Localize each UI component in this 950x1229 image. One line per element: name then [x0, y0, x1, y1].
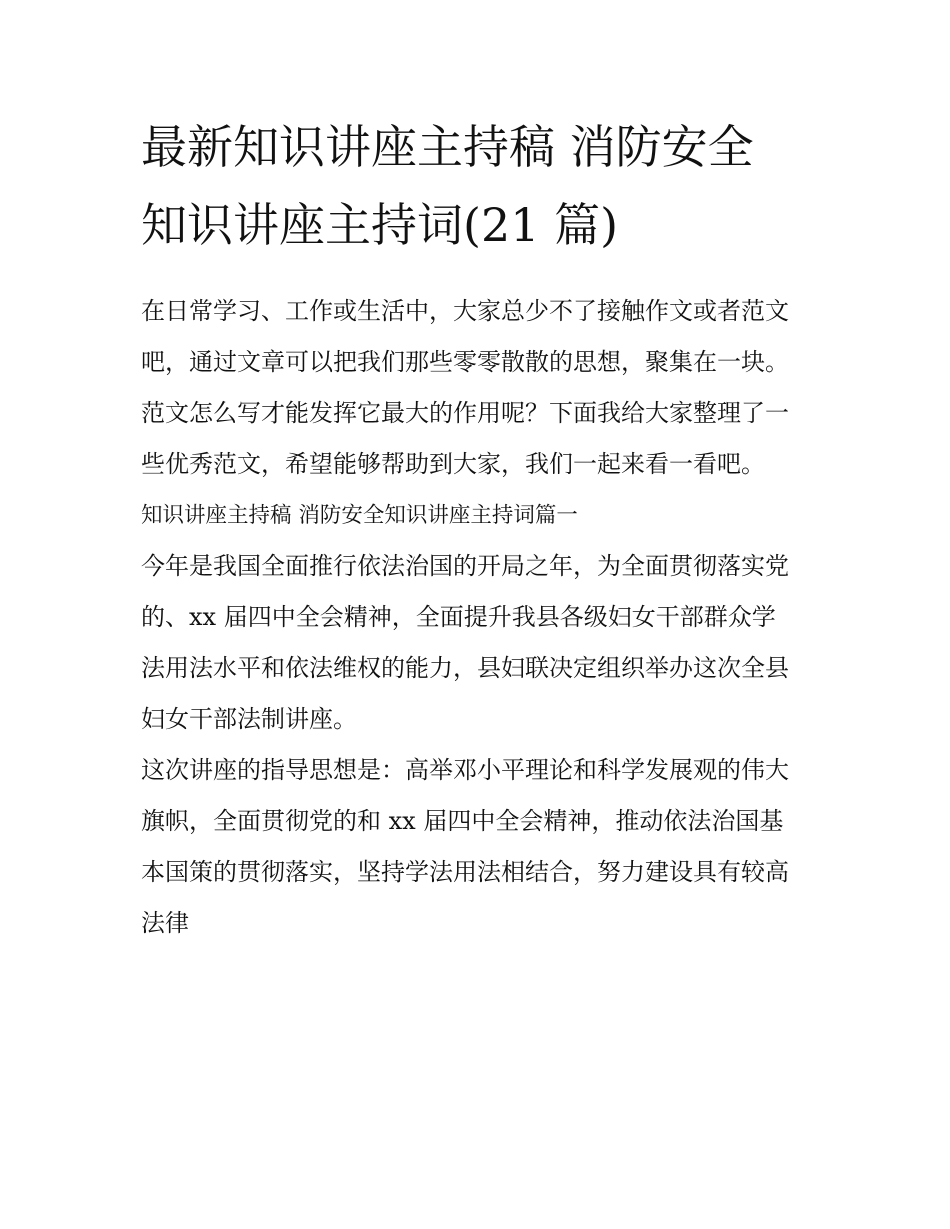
paragraph-line: 旗帜，全面贯彻党的和 xx 届四中全会精神，推动依法治国基 [141, 807, 784, 835]
body-paragraph-1 [141, 541, 813, 745]
paragraph-line: 这次讲座的指导思想是：高举邓小平理论和科学发展观的伟大 [141, 756, 789, 784]
intro-line: 吧，通过文章可以把我们那些零零散散的思想，聚集在一块。 [141, 348, 789, 376]
paragraph-line: 法律 [141, 909, 189, 937]
title-line: 知识讲座主持词(21 篇) [141, 198, 619, 252]
document-title [141, 108, 813, 264]
title-line: 最新知识讲座主持稿 消防安全 [141, 120, 754, 174]
paragraph-line: 法用法水平和依法维权的能力，县妇联决定组织举办这次全县 [141, 654, 789, 682]
intro-line: 范文怎么写才能发挥它最大的作用呢？下面我给大家整理了一 [141, 399, 789, 427]
intro-paragraph [141, 286, 813, 490]
paragraph-line: 本国策的贯彻落实，坚持学法用法相结合，努力建设具有较高 [141, 858, 789, 886]
section-heading: 知识讲座主持稿 消防安全知识讲座主持词篇一 [141, 503, 578, 528]
document-body [141, 108, 813, 949]
body-paragraph-2 [141, 745, 813, 949]
section-heading-paragraph [141, 490, 813, 541]
paragraph-line: 今年是我国全面推行依法治国的开局之年，为全面贯彻落实党 [141, 552, 789, 580]
paragraph-line: 的、xx 届四中全会精神，全面提升我县各级妇女干部群众学 [141, 603, 776, 631]
intro-line: 些优秀范文，希望能够帮助到大家，我们一起来看一看吧。 [141, 450, 765, 478]
intro-line: 在日常学习、工作或生活中，大家总少不了接触作文或者范文 [141, 297, 789, 325]
paragraph-line: 妇女干部法制讲座。 [141, 705, 357, 733]
